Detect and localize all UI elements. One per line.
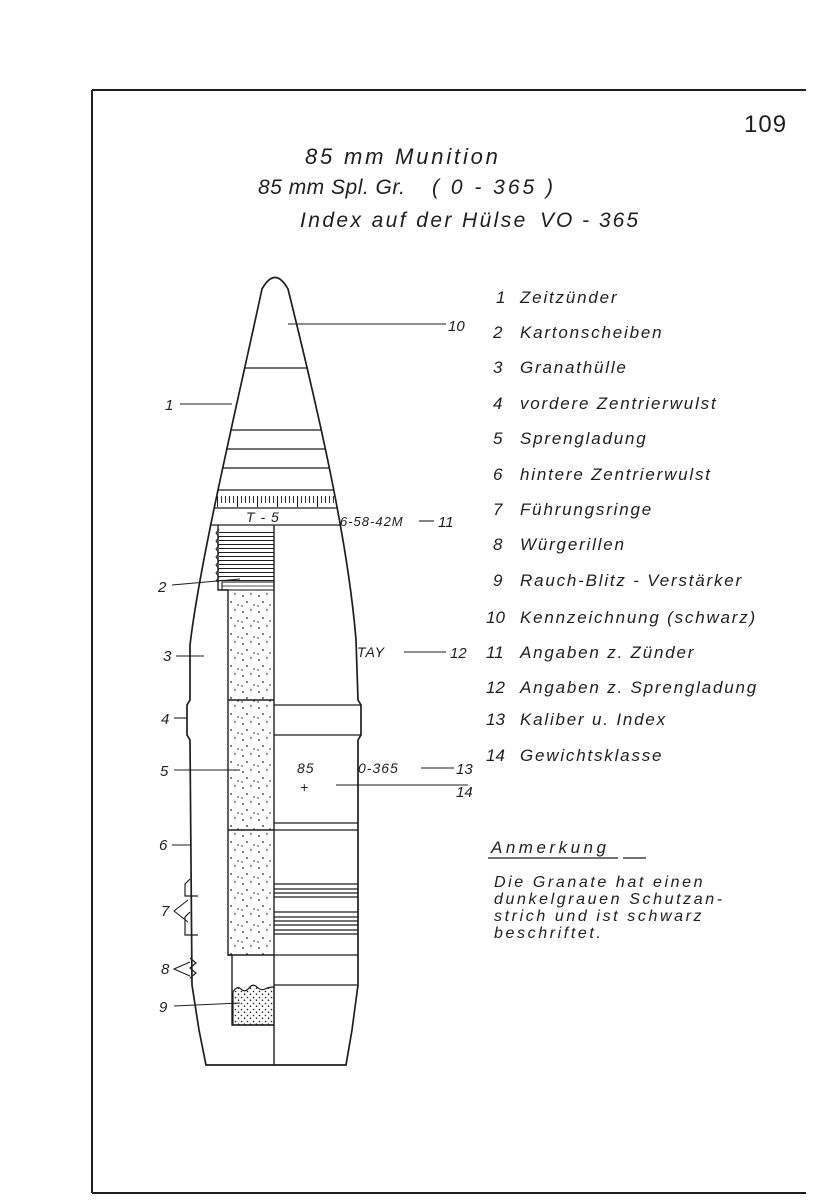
legend-number: 6 <box>493 465 503 484</box>
weight-class-marking: + <box>300 779 310 795</box>
legend-number: 1 <box>496 288 506 307</box>
fuze-marking: T - 5 <box>246 509 280 525</box>
legend-item <box>493 535 626 554</box>
fuze-data-marking: 6-58-42M <box>340 514 404 529</box>
legend-number: 2 <box>493 323 503 342</box>
legend-list <box>486 288 758 765</box>
body-bands <box>274 705 370 985</box>
caliber-marking: 85 <box>297 760 315 776</box>
callout-3: 3 <box>163 648 172 665</box>
explosive-charge-section <box>228 590 274 955</box>
legend-item <box>486 608 757 627</box>
legend-label: Zeitzünder <box>520 288 619 307</box>
legend-item <box>493 465 712 484</box>
callout-14: 14 <box>456 784 473 801</box>
callout-12: 12 <box>450 645 467 662</box>
legend-item <box>493 429 647 448</box>
legend-label: Angaben z. Sprengladung <box>520 678 759 697</box>
legend-label: Rauch-Blitz - Verstärker <box>520 571 744 590</box>
shell-index-marking: 0-365 <box>358 760 399 776</box>
legend-label: Sprengladung <box>520 429 648 448</box>
legend-label: hintere Zentrierwulst <box>520 465 712 484</box>
legend-item <box>493 500 653 519</box>
legend-number: 4 <box>493 394 503 413</box>
legend-item <box>493 358 628 377</box>
legend-number: 13 <box>486 710 505 729</box>
callout-1: 1 <box>165 397 174 414</box>
legend-number: 7 <box>493 500 503 519</box>
legend-label: Führungsringe <box>520 500 654 519</box>
title-line-2-name: 85 mm Spl. Gr. <box>258 176 406 199</box>
page-title <box>258 144 640 232</box>
legend-label: Gewichtsklasse <box>520 746 664 765</box>
shell-drawing <box>150 278 473 1066</box>
callout-5: 5 <box>160 763 169 780</box>
legend-number: 14 <box>486 746 505 765</box>
title-line-3-index: VO - 365 <box>540 209 641 232</box>
title-line-2-index: ( 0 - 365 ) <box>432 176 557 199</box>
callout-10: 10 <box>448 318 465 335</box>
callout-6: 6 <box>159 837 168 854</box>
callout-2: 2 <box>158 579 167 596</box>
callout-4: 4 <box>161 711 170 728</box>
legend-item <box>493 394 717 413</box>
fuze-thread <box>219 529 274 582</box>
page-number: 109 <box>744 111 788 138</box>
legend-number: 12 <box>486 678 505 697</box>
callout-numbers <box>157 318 473 1016</box>
legend-item <box>496 288 618 307</box>
legend-item <box>486 746 663 765</box>
callout-9: 9 <box>159 999 168 1016</box>
legend-label: Granathülle <box>520 358 628 377</box>
callout-7: 7 <box>161 903 170 920</box>
legend-number: 9 <box>493 571 503 590</box>
legend-number: 8 <box>493 535 503 554</box>
charge-marking: TAY <box>357 644 386 660</box>
note-line: Die Granate hat einen <box>494 874 706 891</box>
legend-item <box>492 323 663 342</box>
legend-item <box>486 678 758 697</box>
note-line: beschriftet. <box>494 925 604 942</box>
legend-item <box>486 643 695 662</box>
legend-label: Angaben z. Zünder <box>520 643 696 662</box>
legend-label: Kartonscheiben <box>520 323 664 342</box>
note-line: dunkelgrauen Schutzan- <box>494 891 725 908</box>
fuze-setting-scale <box>150 496 400 508</box>
crimp-grooves-profile <box>190 958 196 978</box>
legend-item <box>493 571 743 590</box>
legend-number: 5 <box>493 429 503 448</box>
legend-number: 11 <box>486 643 504 662</box>
legend-item <box>486 710 667 729</box>
legend-label: vordere Zentrierwulst <box>520 394 718 413</box>
title-line-1: 85 mm Munition <box>305 144 501 169</box>
legend-label: Kaliber u. Index <box>520 710 667 729</box>
callout-11: 11 <box>438 514 454 531</box>
legend-number: 3 <box>493 358 503 377</box>
note-line: strich und ist schwarz <box>494 908 705 925</box>
legend-label: Würgerillen <box>520 535 626 554</box>
legend-number: 10 <box>486 608 505 627</box>
smoke-flash-booster <box>233 985 274 1025</box>
note-block <box>488 838 725 942</box>
legend-label: Kennzeichnung (schwarz) <box>520 608 757 627</box>
ogive-bands <box>150 368 400 525</box>
title-line-3-label: Index auf der Hülse <box>300 209 528 232</box>
callout-13: 13 <box>456 761 473 778</box>
note-heading: Anmerkung <box>491 838 610 857</box>
callout-8: 8 <box>161 961 170 978</box>
